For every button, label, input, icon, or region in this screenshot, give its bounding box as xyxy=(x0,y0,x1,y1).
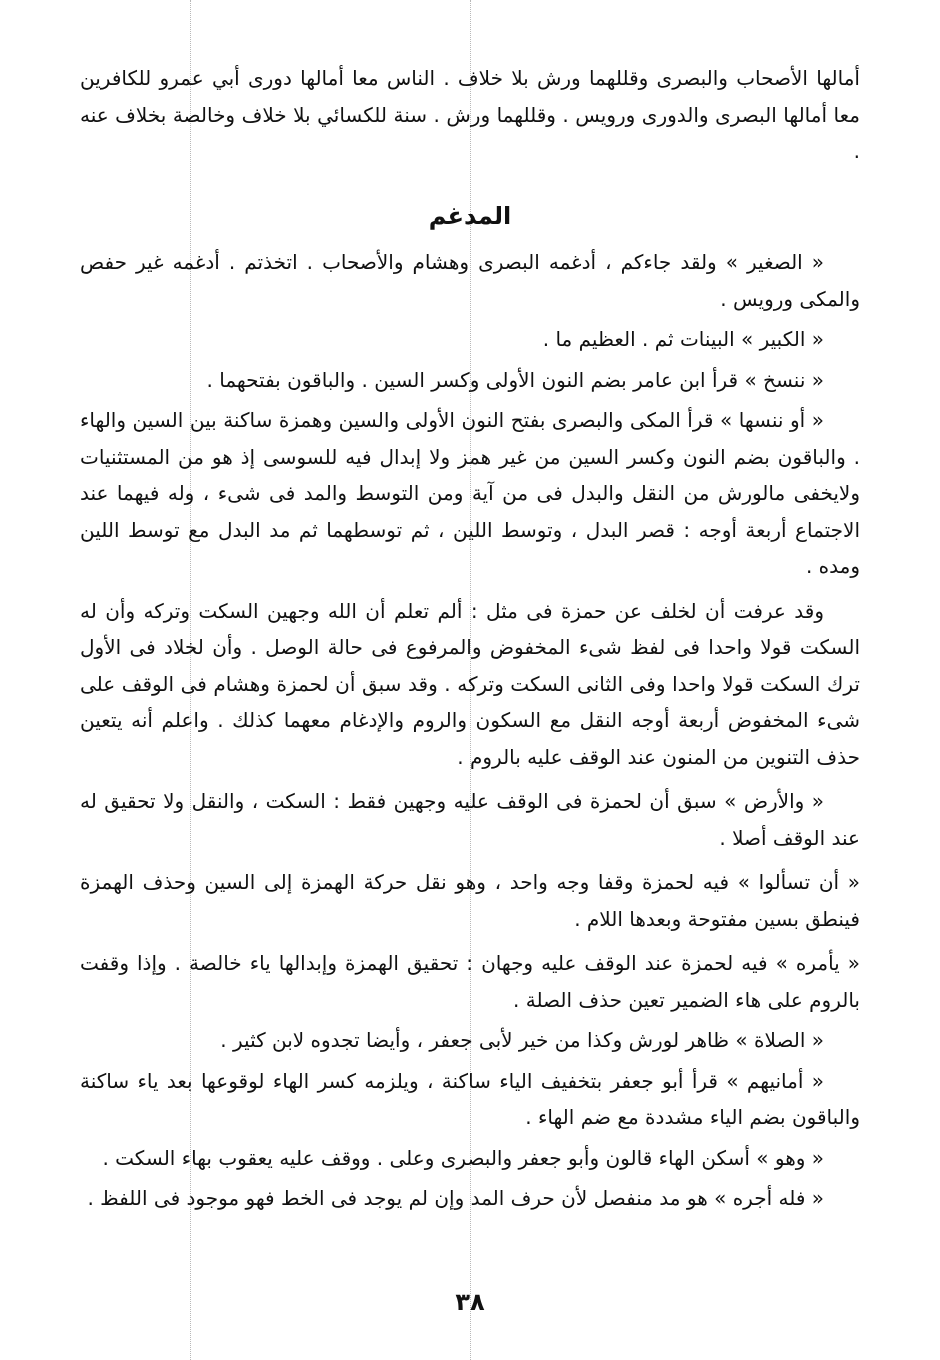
paragraph: « ننسخ » قرأ ابن عامر بضم النون الأولى وكسر السين . والباقون بفتحهما . xyxy=(206,367,824,392)
paragraph: « أمانيهم » قرأ أبو جعفر بتخفيف الياء ساكنة ، ويلزمه كسر الهاء لوقوعها بعد ياء ساكنة والباقون بضم الياء مشددة مع ضم الهاء . xyxy=(80,1068,860,1129)
paragraph: « وهو » أسكن الهاء قالون وأبو جعفر والبصرى وعلى . ووقف عليه يعقوب بهاء السكت . xyxy=(102,1145,824,1170)
paragraph: « الصلاة » ظاهر لورش وكذا من خير لأبى جعفر ، وأيضا تجدوه لابن كثير . xyxy=(220,1028,824,1052)
page-body xyxy=(80,60,860,1221)
paragraph: « والأرض » سبق أن لحمزة فى الوقف عليه وجهين فقط : السكت ، والنقل ولا تحقيق له عند الوقف أصلا . xyxy=(80,789,860,850)
paragraph: « يأمره » فيه لحمزة عند الوقف عليه وجهان : تحقيق الهمزة وإبدالها ياء خالصة . وإذا وقفت بالروم على هاء الضمير تعين حذف الصلة . xyxy=(80,951,860,1012)
page-number: ٣٨ xyxy=(455,1288,485,1316)
paragraph: « الكبير » البينات ثم . العظيم ما . xyxy=(542,327,824,351)
paragraph: « فله أجره » هو مد منفصل لأن حرف المد وإن لم يوجد فى الخط فهو موجود فى اللفظ . xyxy=(87,1186,824,1210)
paragraph: وقد عرفت أن لخلف عن حمزة فى مثل : ألم تعلم أن الله وجهين السكت وتركه وأن له السكت قولا واحدا فى لفظ شىء المخفوض والمرفوع فى حالة الوصل . وأن لخلاد فى الأول ترك السكت قولا واحدا وفى الثانى السكت وتركه . وقد سبق أن لحمزة وهشام فى الوقف على شىء المخفوض أربعة أوجه النقل مع السكون والروم والإدغام معهما كذلك . واعلم أنه يتعين حذف التنوين من المنون عند الوقف عليه بالروم . xyxy=(80,598,860,769)
paragraph: « أو ننسها » قرأ المكى والبصرى بفتح النون الأولى والسين وهمزة ساكنة بين السين والهاء . والباقون بضم النون وكسر السين من غير همز ولا إبدال فيه للسوسى إذ هو من المستثنيات ولايخفى مالورش من النقل والبدل فى من آية ومن التوسط والمد فى شىء ، وله فيهما عند الاجتماع أربعة أوجه : قصر البدل ، وتوسط اللين ، ثم توسطهما ثم مد البدل مع توسط اللين ومده . xyxy=(80,408,860,578)
paragraph: « الصغير » ولقد جاءكم ، أدغمه البصرى وهشام والأصحاب . اتخذتم . أدغمه غير حفص والمكى ورويس . xyxy=(80,250,860,311)
paragraph: « أن تسألوا » فيه لحمزة وقفا وجه واحد ، وهو نقل حركة الهمزة إلى السين وحذف الهمزة فينطق بسين مفتوحة وبعدها اللام . xyxy=(80,870,860,931)
paragraph: أمالها الأصحاب والبصرى وقللهما ورش بلا خلاف . الناس معا أمالها دورى أبي عمرو للكافرين معا أمالها البصرى والدورى ورويس . وقللهما ورش . سنة للكسائي بلا خلاف وخالصة بخلاف عنه . xyxy=(80,66,860,163)
section-heading: المدغم xyxy=(428,201,512,230)
